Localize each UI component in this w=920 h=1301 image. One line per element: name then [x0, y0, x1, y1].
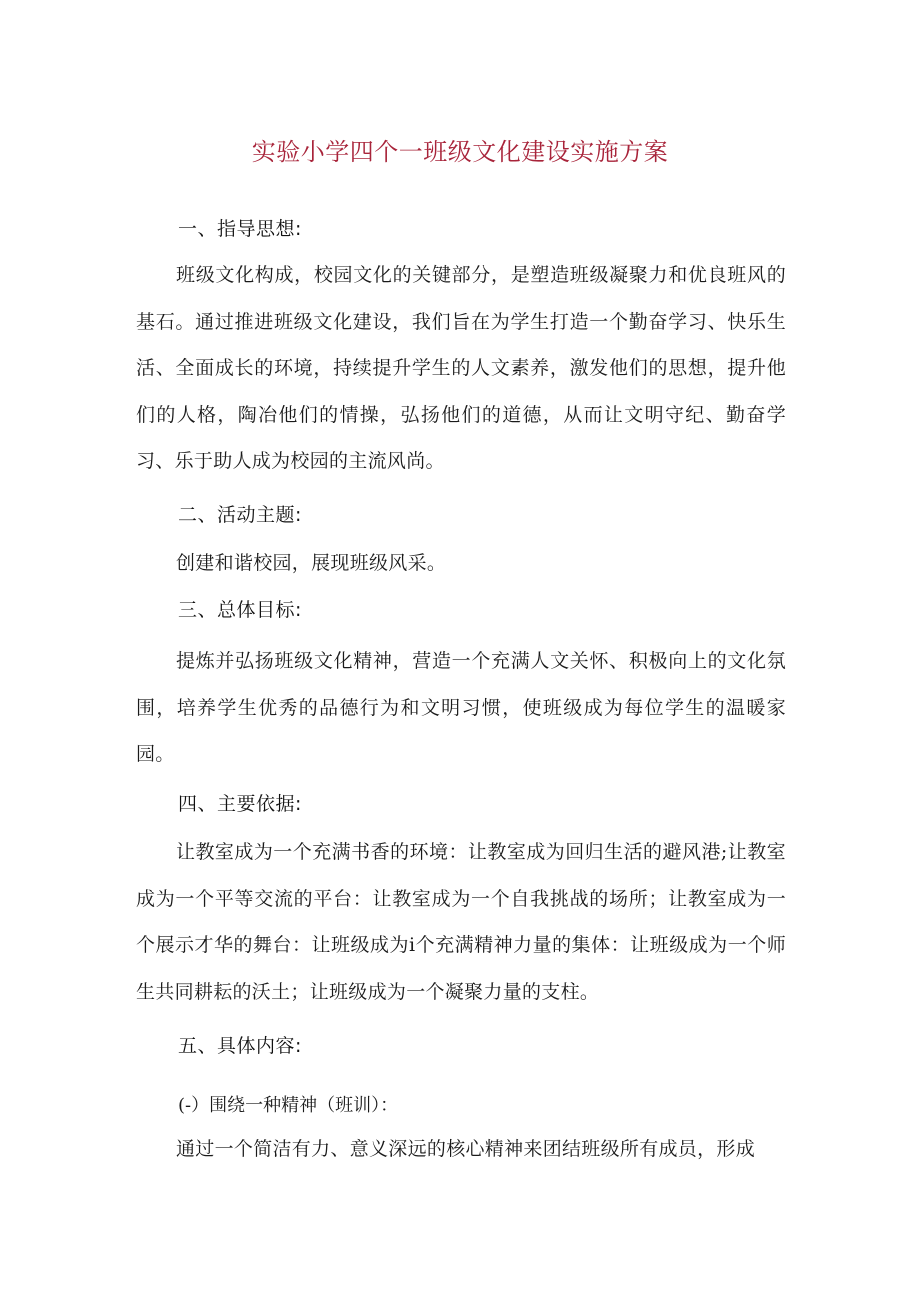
section-body-main-basis: 让教室成为一个充满书香的环境：让教室成为回归生活的避风港;让教室成为一个平等交流的平台：让教室成为一个自我挑战的场所；让教室成为一个展示才华的舞台：让班级成为i个充满精神力量的集体：让班级成为一个师生共同耕耘的沃土；让班级成为一个凝聚力量的支柱。 — [136, 841, 786, 1003]
section-heading-overall-goal: 三、总体目标: — [178, 599, 302, 621]
section-body-activity-theme: 创建和谐校园，展现班级风采。 — [176, 552, 447, 574]
section-body-specific-content: 通过一个简洁有力、意义深远的核心精神来团结班级所有成员，形成 — [176, 1138, 756, 1160]
section-subheading-class-motto: (-）围绕一种精神（班训）： — [178, 1095, 399, 1116]
document-title: 实验小学四个一班级文化建设实施方案 — [251, 138, 669, 166]
section-heading-activity-theme: 二、活动主题: — [178, 504, 302, 526]
section-heading-specific-content: 五、具体内容: — [178, 1035, 302, 1057]
section-heading-main-basis: 四、主要依据: — [178, 793, 302, 815]
section-body-overall-goal: 提炼并弘扬班级文化精神，营造一个充满人文关怀、积极向上的文化氛围，培养学生优秀的品德行为和文明习惯，使班级成为每位学生的温暖家园。 — [136, 650, 786, 765]
section-body-guiding-thought: 班级文化构成，校园文化的关键部分，是塑造班级凝聚力和优良班风的基石。通过推进班级文化建设，我们旨在为学生打造一个勤奋学习、快乐生活、全面成长的环境，持续提升学生的人文素养，激发他们的思想，提升他们的人格，陶冶他们的情操，弘扬他们的道德，从而让文明守纪、勤奋学习、乐于助人成为校园的主流风尚。 — [136, 264, 786, 472]
section-heading-guiding-thought: 一、指导思想: — [178, 218, 302, 240]
